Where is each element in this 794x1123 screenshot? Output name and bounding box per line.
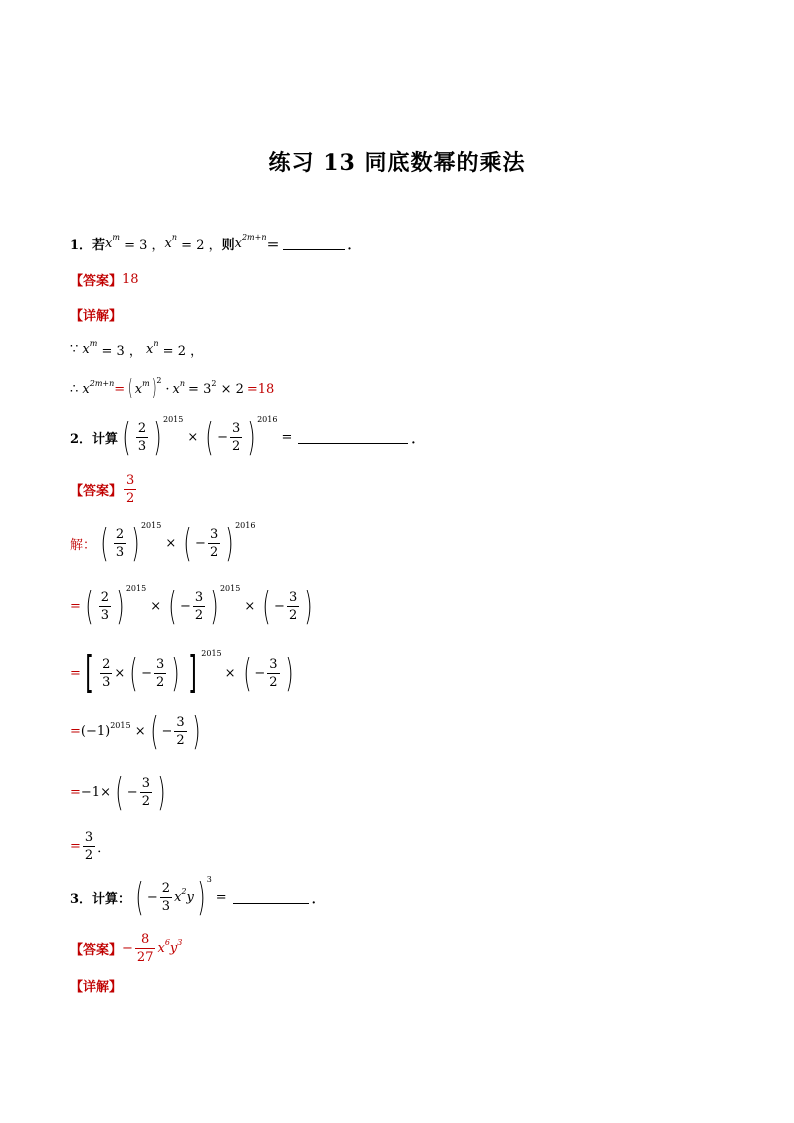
detail-tag: 【详解】 — [70, 309, 123, 324]
question-2: 2．计算 ( $\frac{2}{3}$ ) 2015 × ( − $\frac{3}{2}$ ) 2016 = ． — [70, 414, 425, 459]
answer-tag: 【答案】 — [70, 274, 123, 289]
question-3: 3．计算： ( − $\frac{2}{3}$ $x^2y$ ) 3 = ． — [70, 874, 325, 919]
q1-detail — [70, 305, 122, 324]
q2-step-3: = [ $\frac{2}{3}$ × ( − $\frac{3}{2}$ ) ] 2015 × ( − $\frac{3}{2}$ ) — [70, 647, 294, 698]
question-1: 1．若 $x^m$ = 3 ， $x^n$ = 2 ， 则 $x^{2m+n}$ ＝ ． — [70, 233, 361, 253]
q2-answer: 【答案】 $\frac{3}{2}$ — [70, 473, 135, 506]
q2-step-6: = $\frac{3}{2}$ ． — [70, 830, 111, 863]
q3-answer: 【答案】 − $\frac{8}{27}$ $x^6y^3$ — [70, 932, 183, 965]
q2-answer-blank — [298, 431, 408, 444]
q1-answer — [70, 270, 139, 289]
q1-step-1: ∵ $x^m$ = 3 ， $x^n$ = 2 ， — [70, 339, 204, 359]
q3-answer-blank — [233, 891, 309, 904]
page-title: 练习 13 同底数幂的乘法 — [268, 150, 526, 176]
q2-step-4: = $(-1)^{2015}$ × ( − $\frac{3}{2}$ ) — [70, 709, 201, 753]
q1-answer-value: 18 — [122, 272, 139, 287]
q2-step-2: = ( $\frac{2}{3}$ ) 2015 × ( − $\frac{3}{2}$ ) 2015 × ( − $\frac{3}{2}$ ) — [70, 583, 313, 628]
q2-answer-value: $\frac{3}{2}$ — [126, 473, 135, 506]
q3-answer-value: $\frac{8}{27}$ — [136, 932, 154, 965]
q1-answer-blank — [283, 237, 345, 250]
q2-step-1: 解： ( $\frac{2}{3}$ ) 2015 × ( − $\frac{3}{2}$ ) 2016 — [70, 520, 256, 565]
q1-number: 1．若 — [70, 238, 106, 253]
q2-step-5: = −1× ( − $\frac{3}{2}$ ) — [70, 770, 166, 814]
q3-number: 3．计算： — [70, 891, 132, 907]
q3-detail: 【详解】 — [70, 980, 123, 995]
q1-step-2: ∴ $x^{2m+n}$ = ( $x^m$ ) 2 · $x^n$ = $3^2 \times 2$ =18 — [70, 375, 275, 401]
q2-number: 2．计算 — [70, 431, 119, 447]
